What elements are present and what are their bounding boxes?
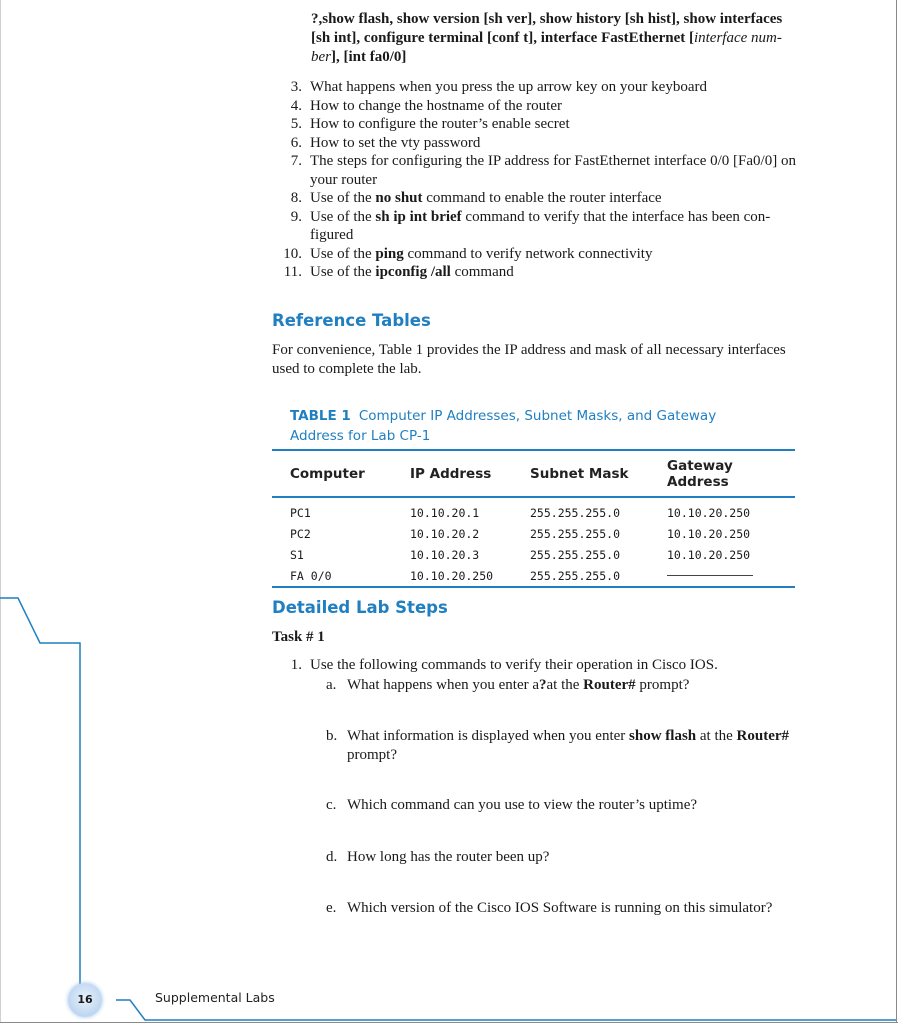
item-command: no shut — [375, 190, 423, 206]
cell-ip: 10.10.20.250 — [410, 568, 494, 583]
step-text: Use the following commands to verify their operation in Cisco IOS. — [310, 657, 718, 673]
cell-mask: 255.255.255.0 — [530, 547, 621, 562]
cell-gateway: 10.10.20.250 — [667, 526, 751, 541]
question-text: at the — [696, 728, 737, 744]
item-text: command — [450, 264, 514, 280]
task-title: Task # 1 — [272, 629, 325, 645]
item-number: 10. — [283, 245, 302, 262]
question-letter: a. — [326, 677, 337, 693]
column-header-subnet-mask: Subnet Mask — [530, 466, 629, 482]
cell-ip: 10.10.20.2 — [410, 526, 480, 541]
cell-mask: 255.255.255.0 — [530, 526, 621, 541]
question-text: How long has the router been up? — [347, 849, 550, 865]
question-letter: c. — [326, 797, 337, 813]
cell-computer: PC1 — [290, 505, 311, 520]
command-line-1: ?,show flash, show version [sh ver], show history [sh hist], show interfaces — [311, 11, 783, 27]
reference-paragraph: For convenience, Table 1 provides the IP address and mask of all necessary interfaces used to complete the lab. — [272, 342, 786, 377]
item-command: ipconfig /all — [375, 264, 451, 280]
item-number: 6. — [290, 134, 302, 151]
table-caption-line-1: Computer IP Addresses, Subnet Masks, and Gateway — [358, 408, 717, 424]
column-header-ip-address: IP Address — [410, 466, 492, 482]
step-number: 1. — [290, 657, 302, 673]
item-number: 5. — [290, 116, 302, 132]
column-header-computer: Computer — [290, 466, 365, 482]
cell-ip: 10.10.20.3 — [410, 547, 480, 562]
question-text: What information is displayed when you enter — [347, 728, 630, 744]
item-text: How to change the hostname of the router — [310, 97, 563, 114]
item-text: Use of the — [310, 264, 376, 280]
detailed-steps-heading: Detailed Lab Steps — [272, 598, 448, 617]
question-bold: show flash — [629, 728, 697, 744]
item-number: 7. — [290, 153, 302, 169]
question-letter: d. — [326, 849, 338, 865]
item-number: 8. — [290, 190, 302, 206]
item-text: Use of the — [310, 190, 376, 206]
item-text: command to enable the router interface — [422, 190, 662, 206]
item-number: 9. — [290, 208, 302, 225]
command-line-3-italic: ber — [311, 49, 331, 65]
item-number: 4. — [290, 97, 302, 114]
margin-line-upper — [0, 598, 80, 1000]
cell-computer: FA 0/0 — [290, 568, 332, 583]
item-text: The steps for configuring the IP address for FastEthernet interface 0/0 [Fa0/0] on your router — [310, 153, 796, 188]
question-letter: b. — [326, 728, 338, 744]
cell-gateway: 10.10.20.250 — [667, 547, 751, 562]
table-caption-tag: TABLE 1 — [290, 408, 351, 424]
reference-tables-heading: Reference Tables — [272, 311, 431, 330]
command-line-2: [sh int], configure terminal [conf t], interface FastEthernet [ — [311, 30, 694, 46]
cell-computer: PC2 — [290, 526, 311, 541]
cell-ip: 10.10.20.1 — [410, 505, 480, 520]
item-number: 11. — [283, 264, 302, 280]
question-bold: ? — [539, 677, 547, 693]
question-text: prompt? — [635, 677, 690, 693]
page-number: 16 — [77, 993, 93, 1006]
question-bold: Router# — [736, 728, 790, 744]
footer-section-label: Supplemental Labs — [155, 990, 275, 1005]
table-caption-line-2: Address for Lab CP-1 — [290, 428, 431, 444]
item-text: command to verify that the interface has been con-figured — [310, 208, 771, 243]
question-text: Which command can you use to view the router’s uptime? — [347, 797, 698, 813]
question-bold: Router# — [583, 677, 636, 693]
question-text: at the — [546, 677, 584, 693]
question-text: What happens when you enter a — [347, 677, 540, 693]
item-number: 3. — [290, 79, 302, 95]
item-text: Use of the — [310, 208, 376, 225]
question-text: prompt? — [347, 747, 397, 763]
item-command: ping — [375, 245, 404, 262]
cell-mask: 255.255.255.0 — [530, 568, 621, 583]
item-text: How to set the vty password — [310, 134, 481, 151]
cell-gateway: 10.10.20.250 — [667, 505, 751, 520]
item-text: command to verify network connectivity — [403, 245, 653, 262]
item-text: Use of the — [310, 245, 376, 262]
question-letter: e. — [326, 900, 337, 916]
item-text: How to configure the router’s enable secret — [310, 116, 570, 132]
item-text: What happens when you press the up arrow key on your keyboard — [310, 79, 707, 95]
cell-mask: 255.255.255.0 — [530, 505, 621, 520]
command-line-3: ], [int fa0/0] — [331, 49, 407, 65]
question-text: Which version of the Cisco IOS Software is running on this simulator? — [347, 900, 773, 916]
item-command: sh ip int brief — [375, 208, 462, 225]
column-header-gateway: Gateway Address — [667, 458, 733, 490]
cell-computer: S1 — [290, 547, 304, 562]
command-line-2-italic: interface num- — [693, 30, 782, 46]
